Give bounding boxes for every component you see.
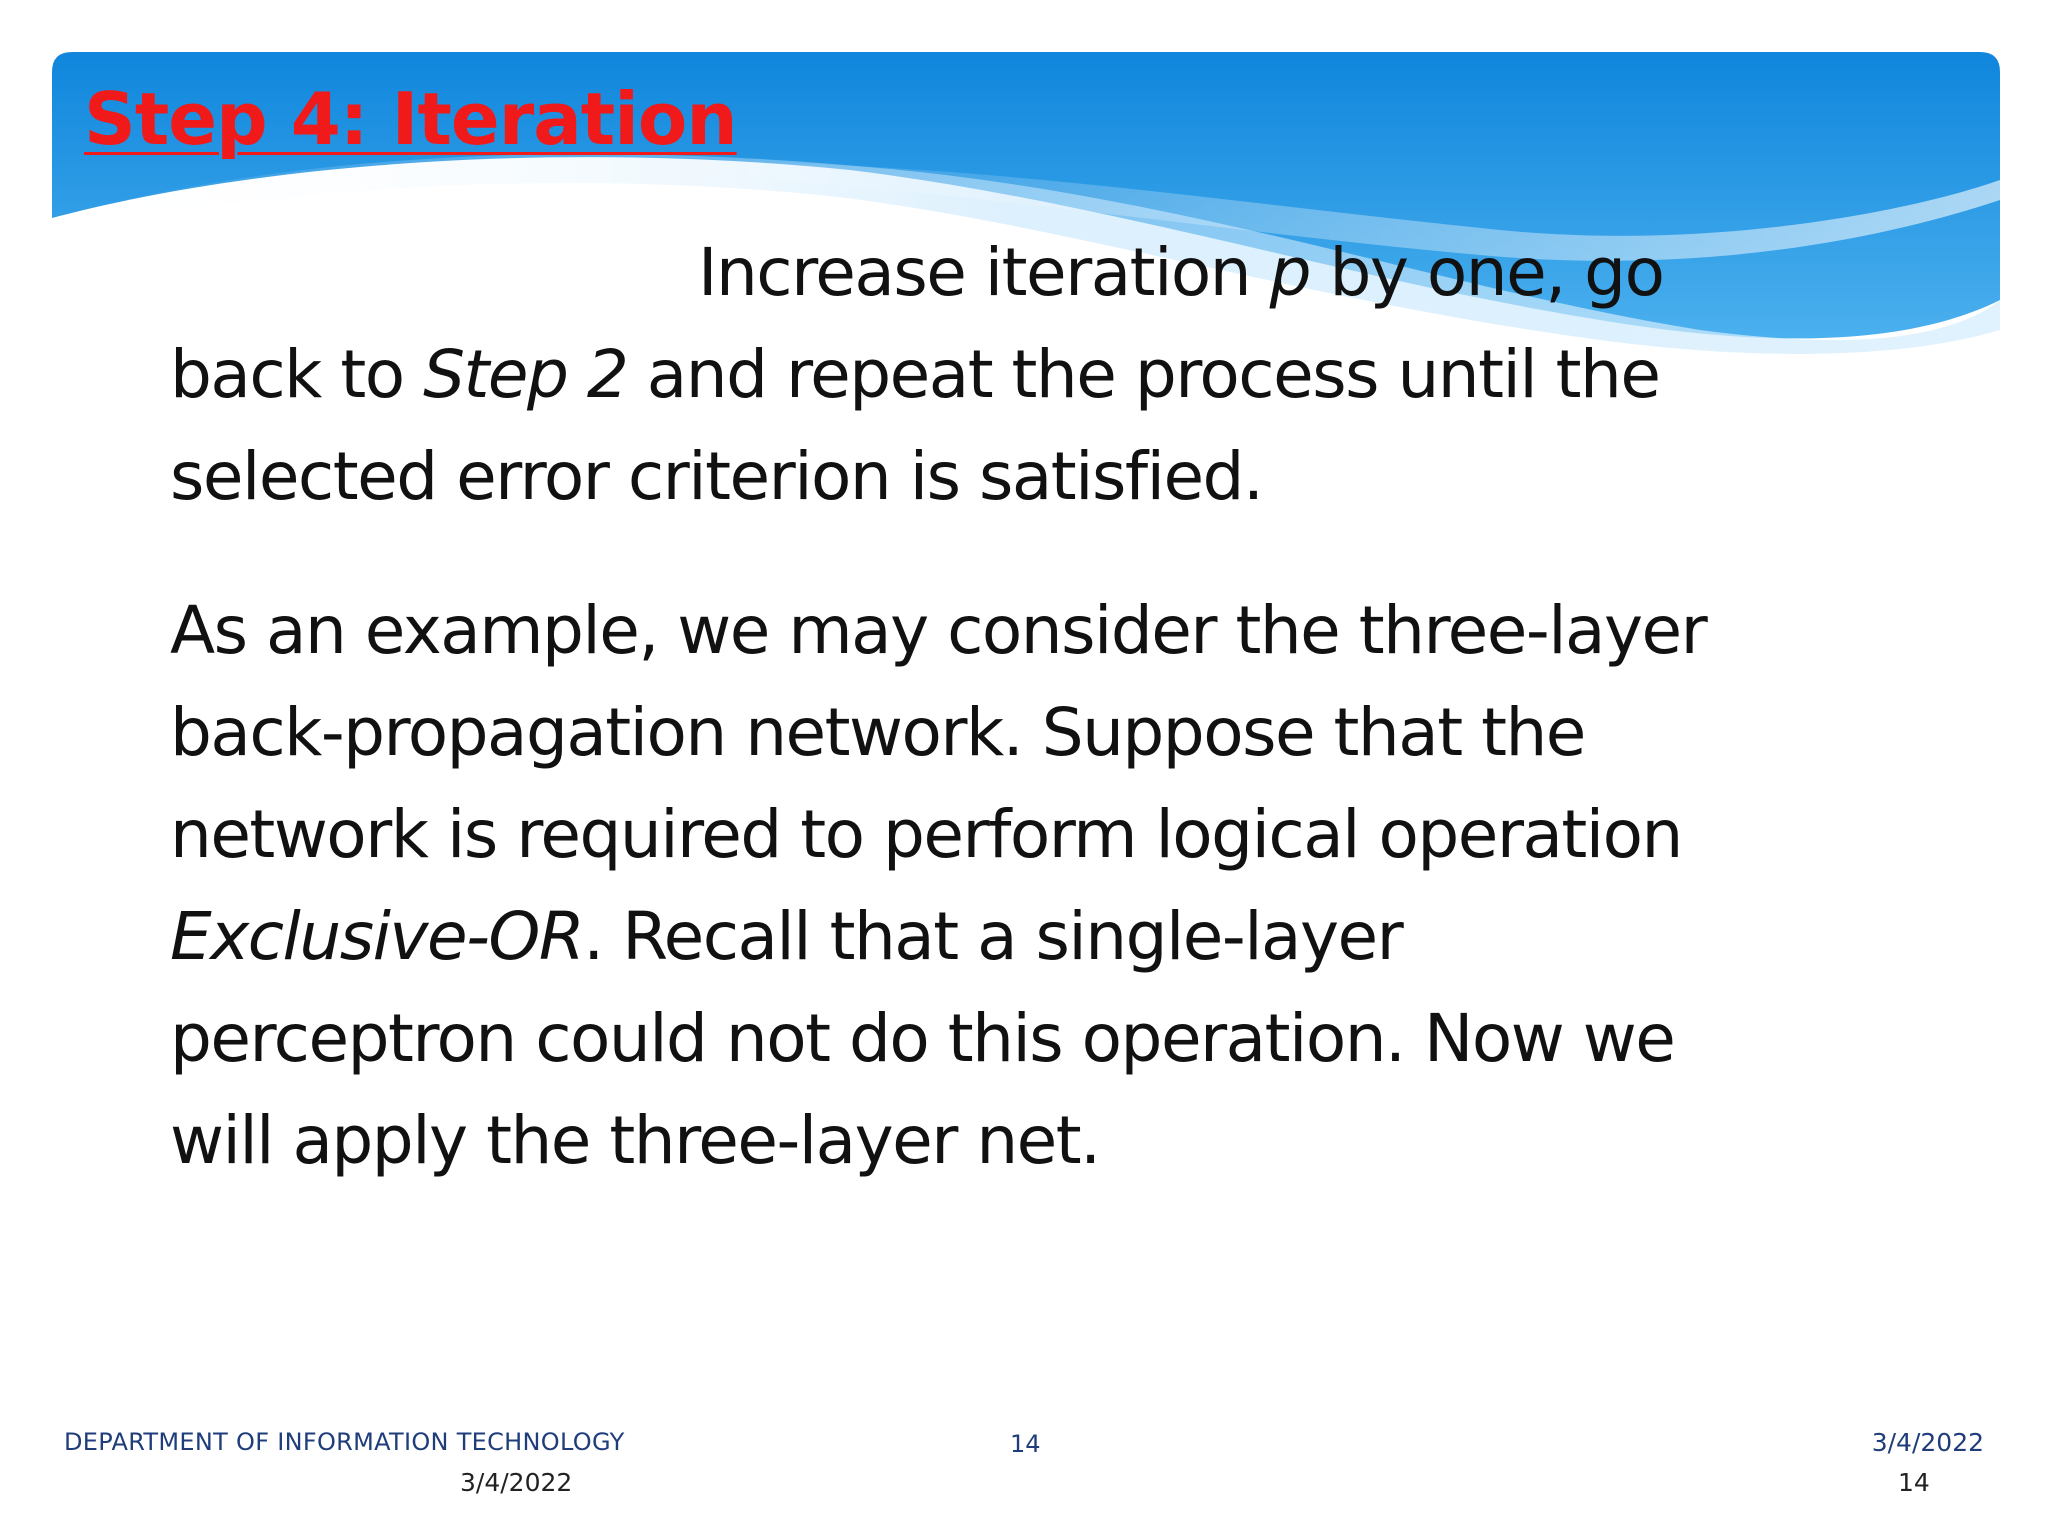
variable-p: p bbox=[1269, 234, 1310, 311]
footer-page-number: 14 bbox=[1010, 1430, 1041, 1458]
text-run: by one, go bbox=[1310, 234, 1664, 311]
text-run: Increase iteration bbox=[698, 234, 1270, 311]
paragraph-line: network is required to perform logical operation bbox=[170, 796, 1682, 873]
step-reference: Step 2 bbox=[423, 336, 628, 413]
paragraph-line: As an example, we may consider the three-layer bbox=[170, 592, 1707, 669]
footer-department: DEPARTMENT OF INFORMATION TECHNOLOGY bbox=[64, 1428, 625, 1456]
paragraph-line: selected error criterion is satisfied. bbox=[170, 438, 1263, 515]
footer-page-number-secondary: 14 bbox=[1898, 1468, 1930, 1497]
text-run: back to bbox=[170, 336, 424, 413]
slide-title: Step 4: Iteration bbox=[84, 77, 737, 161]
paragraph-iteration bbox=[170, 222, 1970, 528]
text-run: . Recall that a single-layer bbox=[583, 898, 1403, 975]
footer-date-secondary: 3/4/2022 bbox=[460, 1468, 573, 1497]
paragraph-line: perceptron could not do this operation. Now we bbox=[170, 1000, 1675, 1077]
paragraph-example bbox=[170, 580, 1970, 1192]
exclusive-or-term: Exclusive-OR bbox=[170, 898, 584, 975]
text-run: and repeat the process until the bbox=[627, 336, 1660, 413]
paragraph-line bbox=[170, 886, 1970, 988]
paragraph-line bbox=[170, 324, 1970, 426]
footer-date: 3/4/2022 bbox=[1871, 1428, 1984, 1457]
paragraph-line: back-propagation network. Suppose that the bbox=[170, 694, 1585, 771]
paragraph-line bbox=[170, 222, 1970, 324]
paragraph-line: will apply the three-layer net. bbox=[170, 1102, 1100, 1179]
